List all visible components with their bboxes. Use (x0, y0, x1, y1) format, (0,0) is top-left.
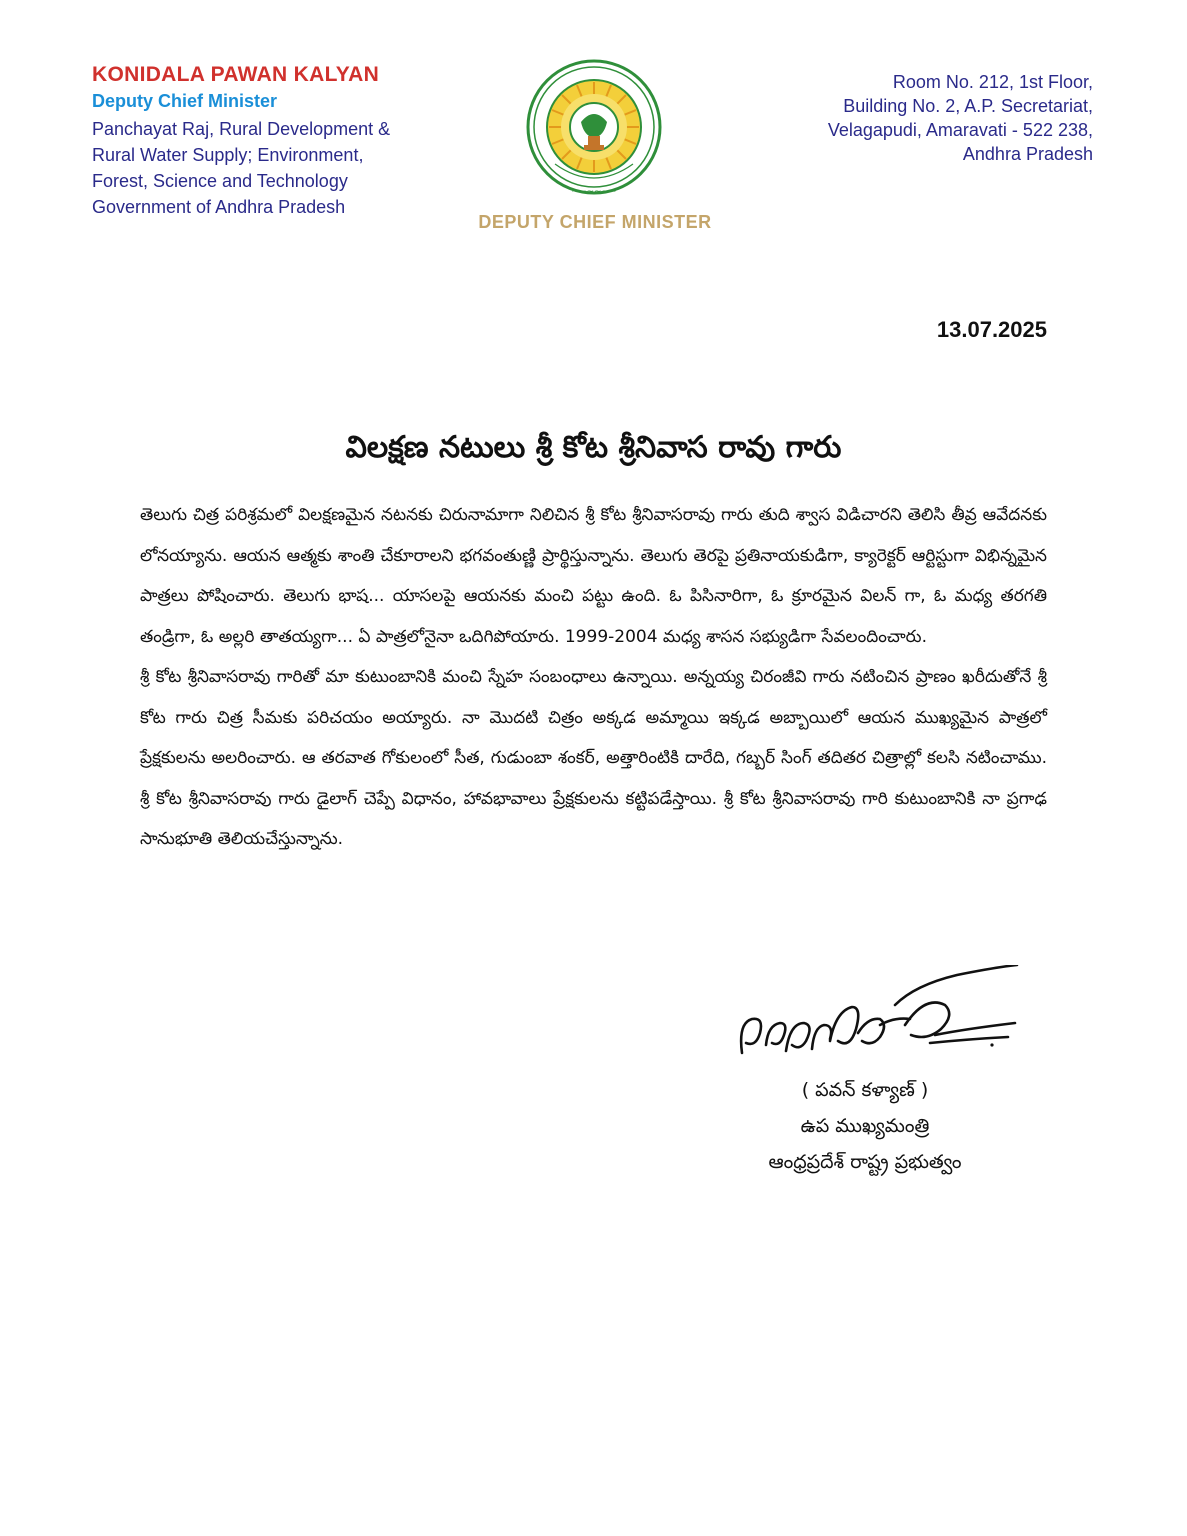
minister-name: KONIDALA PAWAN KALYAN (92, 63, 380, 86)
office-address (763, 70, 1093, 166)
signatory-name: ( పవన్ కళ్యాణ్ ) (801, 1079, 929, 1101)
address-line: Andhra Pradesh (962, 144, 1093, 164)
letter-title: విలక్షణ నటులు శ్రీ కోట శ్రీనివాస రావు గారు (345, 430, 842, 465)
letter-date: 13.07.2025 (936, 317, 1047, 342)
address-line: Room No. 212, 1st Floor, (892, 72, 1093, 92)
portfolio-line: Government of Andhra Pradesh (92, 197, 346, 217)
signatory-designation: ఉప ముఖ్యమంత్రి (800, 1115, 930, 1137)
portfolio-line: Panchayat Raj, Rural Development & (92, 119, 391, 139)
minister-role: Deputy Chief Minister (92, 91, 278, 111)
handwritten-signature (730, 965, 1020, 1065)
minister-header (92, 63, 472, 220)
andhra-pradesh-emblem-icon (525, 52, 663, 202)
body-paragraph: శ్రీ కోట శ్రీనివాసరావు గారితో మా కుటుంబానికి మంచి స్నేహ సంబంధాలు ఉన్నాయి. అన్నయ్య చిరంజీవి గారు నటించిన ప్రాణం ఖరీదుతోనే శ్రీ కోట గారు చిత్ర సీమకు పరిచయం అయ్యారు. నా మొదటి చిత్రం అక్కడ అమ్మాయి ఇక్కడ అబ్బాయిలో ఆయన ముఖ్యమైన పాత్రలో ప్రేక్షకులను అలరించారు. ఆ తరవాత గోకులంలో సీత, గుడుంబా శంకర్, అత్తారింటికి దారేది, గబ్బర్ సింగ్ తదితర చిత్రాల్లో కలసి నటించాము. శ్రీ కోట శ్రీనివాసరావు గారు డైలాగ్ చెప్పే విధానం, హావభావాలు ప్రేక్షకులను కట్టిపడేస్తాయి. శ్రీ కోట శ్రీనివాసరావు గారి కుటుంబానికి నా ప్రగాఢ సానుభూతి తెలియచేస్తున్నాను. (140, 667, 1047, 849)
portfolio-line: Rural Water Supply; Environment, (92, 145, 364, 165)
svg-text:~~~~~~: ~~~~~~ (571, 187, 617, 197)
portfolio-line: Forest, Science and Technology (92, 171, 348, 191)
signatory-government: ఆంధ్రప్రదేశ్ రాష్ట్ర ప్రభుత్వం (768, 1151, 962, 1173)
signature-block (700, 1072, 1030, 1180)
letter-body (140, 495, 1047, 860)
address-line: Velagapudi, Amaravati - 522 238, (827, 120, 1093, 140)
address-line: Building No. 2, A.P. Secretariat, (843, 96, 1093, 116)
portfolio-list (92, 116, 472, 220)
body-paragraph: తెలుగు చిత్ర పరిశ్రమలో విలక్షణమైన నటనకు చిరునామాగా నిలిచిన శ్రీ కోట శ్రీనివాసరావు గారు తుది శ్వాస విడిచారని తెలిసి తీవ్ర ఆవేదనకు లోనయ్యాను. ఆయన ఆత్మకు శాంతి చేకూరాలని భగవంతుణ్ణి ప్రార్థిస్తున్నాను. తెలుగు తెరపై ప్రతినాయకుడిగా, క్యారెక్టర్ ఆర్టిస్టుగా విభిన్నమైన పాత్రలు పోషించారు. తెలుగు భాష... యాసలపై ఆయనకు మంచి పట్టు ఉంది. ఓ పిసినారిగా, ఓ క్రూరమైన విలన్ గా, ఓ మధ్య తరగతి తండ్రిగా, ఓ అల్లరి తాతయ్యగా... ఏ పాత్రలోనైనా ఒదిగిపోయారు. 1999-2004 మధ్య శాసన సభ్యుడిగా సేవలందించారు. (140, 505, 1047, 647)
office-label: DEPUTY CHIEF MINISTER (478, 212, 712, 232)
